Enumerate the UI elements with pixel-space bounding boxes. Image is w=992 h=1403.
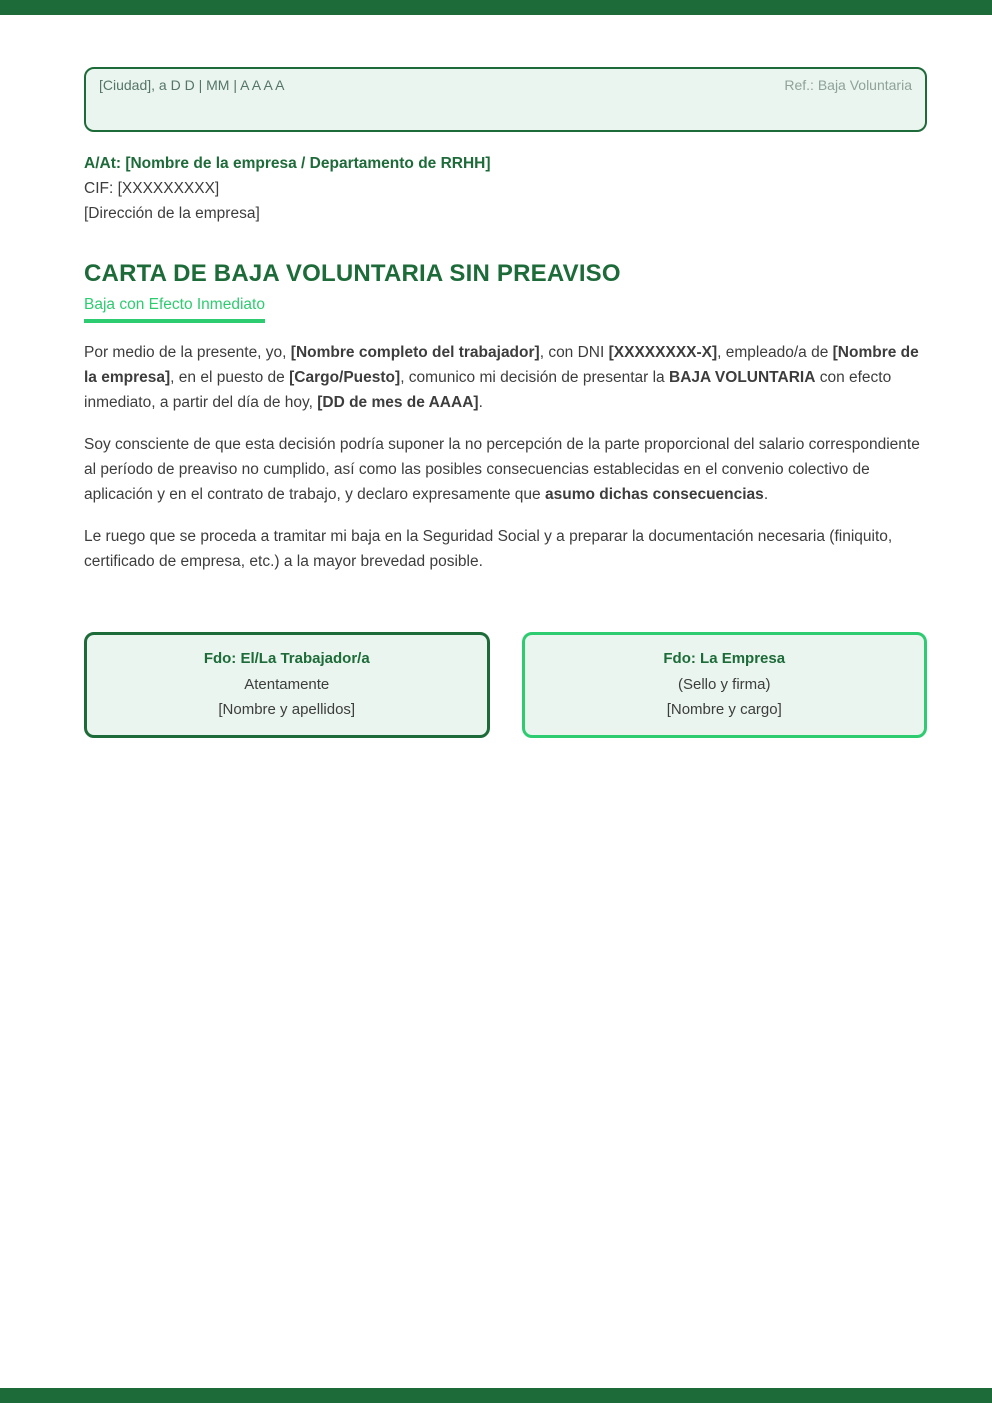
body-paragraph-2: Soy consciente de que esta decisión podría suponer la no percepción de la parte proporcional del salario correspondiente al período de preaviso no cumplido, así como las posibles consecuencias establecidas en el convenio colectivo de aplicación y en el contrato de trabajo, y declaro expresamente que asumo dichas consecuencias.	[84, 436, 920, 503]
bottom-accent-bar	[0, 1388, 992, 1403]
body-paragraph-1: Por medio de la presente, yo, [Nombre completo del trabajador], con DNI [XXXXXXXX-X], empleado/a de [Nombre de la empresa], en el puesto de [Cargo/Puesto], comunico mi decisión de presentar la BAJA VOLUNTARIA con efecto inmediato, a partir del día de hoy, [DD de mes de AAAA].	[84, 344, 919, 411]
signature-worker-closing: Atentamente	[244, 676, 330, 693]
letter-page	[0, 67, 992, 738]
recipient-address: [Dirección de la empresa]	[84, 205, 260, 222]
signature-box-worker	[84, 632, 490, 738]
top-accent-bar	[0, 0, 992, 15]
signature-company-name-placeholder: [Nombre y cargo]	[666, 701, 782, 718]
signature-worker-name-placeholder: [Nombre y apellidos]	[218, 701, 356, 718]
document-subtitle: Baja con Efecto Inmediato	[84, 296, 265, 323]
date-placeholder: [Ciudad], a D D | MM | A A A A	[99, 77, 285, 93]
body-paragraph-3: Le ruego que se proceda a tramitar mi baja en la Seguridad Social y a preparar la documentación necesaria (finiquito, certificado de empresa, etc.) a la mayor brevedad posible.	[84, 528, 893, 570]
signature-company-title: Fdo: La Empresa	[663, 650, 786, 667]
document-title: CARTA DE BAJA VOLUNTARIA SIN PREAVISO	[84, 260, 621, 287]
signature-company-stamp-note: (Sello y firma)	[677, 676, 771, 693]
recipient-attention: A/At: [Nombre de la empresa / Departamento de RRHH]	[84, 155, 491, 172]
letter-meta-box	[84, 67, 927, 132]
recipient-block	[84, 151, 927, 226]
signature-row	[84, 632, 927, 738]
signature-worker-title: Fdo: El/La Trabajador/a	[203, 650, 370, 667]
reference-label: Ref.: Baja Voluntaria	[784, 77, 912, 93]
signature-box-company	[522, 632, 928, 738]
recipient-cif: CIF: [XXXXXXXXX]	[84, 180, 220, 197]
